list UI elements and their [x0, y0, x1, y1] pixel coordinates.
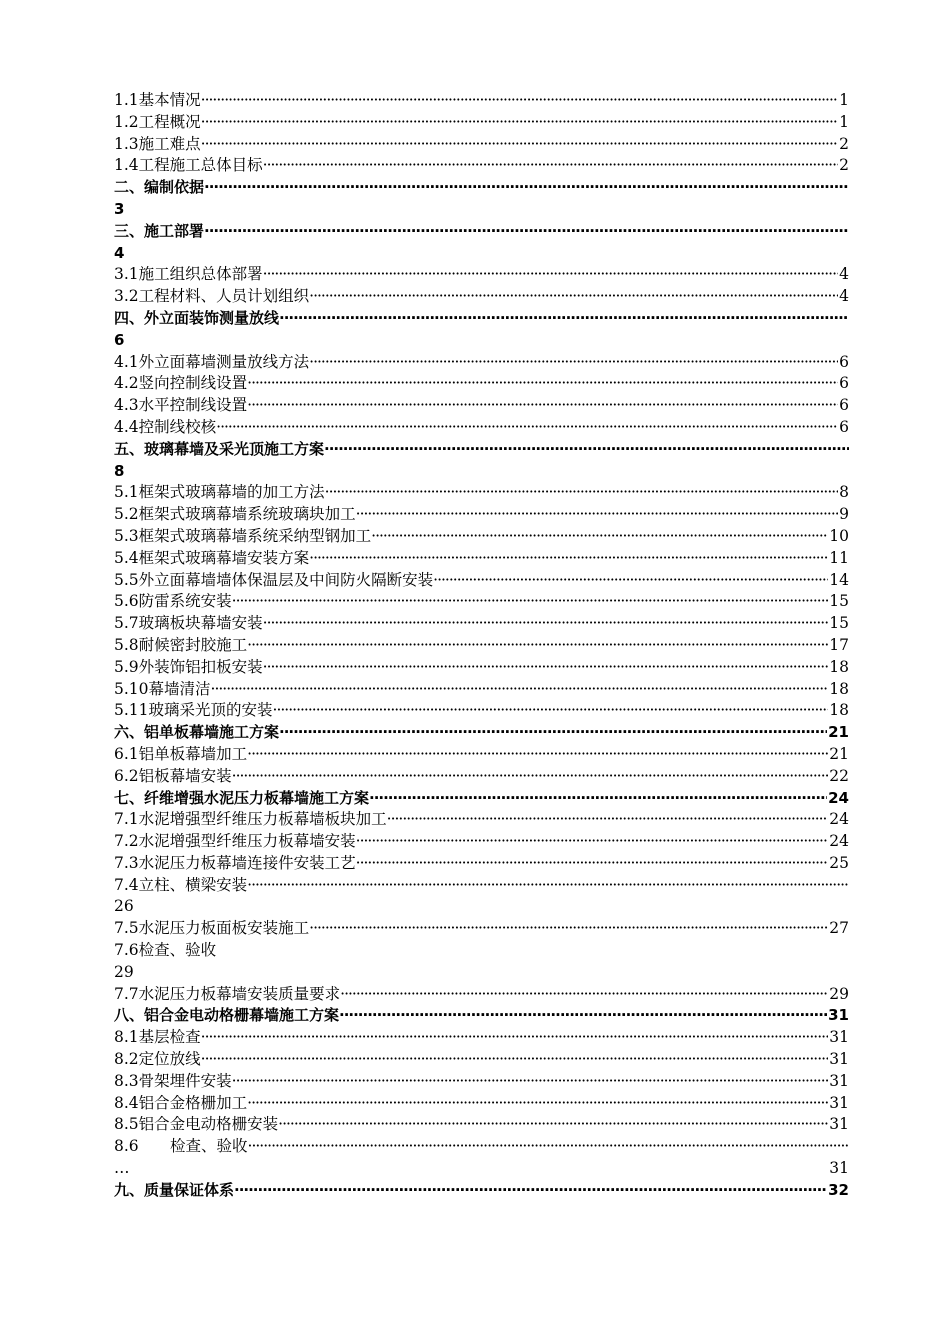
toc-entry-label: 1.4工程施工总体目标: [114, 156, 263, 175]
toc-entry-label: 1.3施工难点: [114, 134, 201, 153]
toc-entry[interactable]: [114, 570, 849, 592]
dot-leader: [248, 1136, 849, 1158]
toc-entry-label: 5.9外装饰铝扣板安装: [114, 657, 263, 676]
toc-chapter[interactable]: [114, 722, 849, 744]
toc-entry[interactable]: [114, 766, 849, 788]
toc-entry[interactable]: [114, 700, 849, 722]
toc-entry-label: 5.5外立面幕墙墙体保温层及中间防火隔断安装: [114, 570, 434, 589]
dot-leader: [356, 504, 838, 526]
dot-leader: [232, 591, 829, 613]
dot-leader: [234, 1180, 827, 1202]
dot-leader: [247, 875, 849, 897]
toc-entry-page: 2: [839, 134, 849, 153]
toc-entry-page: 8: [839, 483, 849, 502]
toc-entry[interactable]: [114, 417, 849, 439]
toc-chapter-label: 七、纤维增强水泥压力板幕墙施工方案: [114, 788, 370, 807]
dot-leader: [273, 700, 829, 722]
toc-entry-label: 8.3骨架埋件安装: [114, 1071, 232, 1090]
toc-chapter-page: 31: [828, 1006, 849, 1025]
toc-entry-label: 7.3水泥压力板幕墙连接件安装工艺: [114, 853, 356, 872]
toc-entry-continuation: [114, 1158, 849, 1180]
toc-entry[interactable]: [114, 1049, 849, 1071]
toc-chapter-label: 八、铝合金电动格栅幕墙施工方案: [114, 1006, 340, 1025]
toc-entry[interactable]: [114, 526, 849, 548]
toc-entry[interactable]: [114, 112, 849, 134]
toc-chapter-label: 五、玻璃幕墙及采光顶施工方案: [114, 439, 325, 458]
toc-entry-page: 24: [829, 810, 849, 829]
toc-entry[interactable]: [114, 1136, 849, 1158]
toc-entry-label: 7.7水泥压力板幕墙安装质量要求: [114, 984, 341, 1003]
toc-entry[interactable]: [114, 264, 849, 286]
toc-entry-label: 5.6防雷系统安装: [114, 592, 232, 611]
toc-chapter-page: 21: [828, 723, 849, 742]
toc-entry-page: 31: [829, 1071, 849, 1090]
dot-leader: [279, 722, 827, 744]
toc-entry-label: 5.8耐候密封胶施工: [114, 635, 248, 654]
dot-leader: [201, 134, 838, 156]
dot-leader: [247, 395, 838, 417]
toc-entry-page: 21: [829, 744, 849, 763]
dot-leader: [216, 417, 838, 439]
toc-entry[interactable]: [114, 155, 849, 177]
dot-leader: [204, 221, 849, 243]
toc-entry-label: 4.4控制线校核: [114, 417, 217, 436]
toc-chapter[interactable]: [114, 177, 849, 199]
dot-leader: [263, 657, 829, 679]
toc-entry-page: 22: [829, 766, 849, 785]
toc-entry-page: 6: [839, 374, 849, 393]
toc-entry-page: 9: [839, 505, 849, 524]
toc-entry-label: 4.3水平控制线设置: [114, 396, 248, 415]
toc-entry[interactable]: [114, 613, 849, 635]
toc-entry-page: 17: [829, 635, 849, 654]
dot-leader: [356, 853, 829, 875]
toc-chapter[interactable]: [114, 308, 849, 330]
dot-leader: [204, 177, 849, 199]
toc-entry-page: 15: [829, 592, 849, 611]
toc-chapter-page: 6: [114, 330, 125, 349]
toc-entry-label: [114, 1136, 248, 1158]
dot-leader: [387, 809, 829, 831]
toc-entry-label: 7.5水泥压力板面板安装施工: [114, 919, 310, 938]
dot-leader: [232, 1071, 829, 1093]
toc-entry[interactable]: [114, 940, 849, 962]
dot-leader: [211, 679, 829, 701]
toc-entry-page: 6: [839, 417, 849, 436]
dot-leader: [201, 112, 838, 134]
dot-leader: [232, 766, 829, 788]
toc-chapter-label: 九、质量保证体系: [114, 1180, 235, 1199]
toc-entry-page: 25: [829, 853, 849, 872]
dot-leader: [247, 373, 838, 395]
toc-entry-label: 8.5铝合金电动格栅安装: [114, 1115, 279, 1134]
toc-entry[interactable]: [114, 1071, 849, 1093]
toc-entry[interactable]: [114, 1027, 849, 1049]
toc-entry[interactable]: [114, 809, 849, 831]
toc-entry-page: 24: [829, 832, 849, 851]
toc-chapter-label: 三、施工部署: [114, 221, 205, 240]
toc-entry-label: 3.1施工组织总体部署: [114, 265, 263, 284]
toc-entry-label: 7.6检查、验收: [114, 941, 217, 960]
toc-entry[interactable]: [114, 373, 849, 395]
toc-entry-label: 5.3框架式玻璃幕墙系统采纳型钢加工: [114, 526, 372, 545]
toc-entry-page: 31: [829, 1159, 849, 1178]
toc-chapter-page: 8: [114, 461, 125, 480]
toc-entry-page: 29: [114, 962, 134, 981]
dot-leader: [263, 264, 838, 286]
toc-chapter-page: 3: [114, 199, 125, 218]
dot-leader: [263, 155, 838, 177]
dot-leader: [340, 984, 828, 1006]
dot-leader: [247, 635, 828, 657]
toc-entry-label: 4.1外立面幕墙测量放线方法: [114, 352, 310, 371]
toc-entry-label: 5.4框架式玻璃幕墙安装方案: [114, 548, 310, 567]
dot-leader: [263, 613, 829, 635]
toc-entry-page: 10: [829, 526, 849, 545]
toc-entry-label: 5.7玻璃板块幕墙安装: [114, 614, 263, 633]
toc-entry-page: 18: [829, 657, 849, 676]
dot-leader: [309, 352, 838, 374]
toc-chapter[interactable]: [114, 439, 849, 461]
toc-entry-label: 7.2水泥增强型纤维压力板幕墙安装: [114, 832, 356, 851]
toc-entry[interactable]: [114, 984, 849, 1006]
toc-entry-page: 26: [114, 897, 134, 916]
toc-entry-page: 11: [829, 548, 849, 567]
toc-entry[interactable]: [114, 134, 849, 156]
toc-entry-page: 1: [839, 91, 849, 109]
toc-entry[interactable]: [114, 657, 849, 679]
toc-entry-page: 31: [829, 1050, 849, 1069]
toc-entry-page: 18: [829, 679, 849, 698]
toc-entry-text: 检查、验收: [170, 1137, 248, 1156]
toc-entry-label: 8.1基层检查: [114, 1028, 201, 1047]
toc-entry-page: 6: [839, 396, 849, 415]
dot-leader: [309, 548, 828, 570]
dot-leader: [371, 526, 828, 548]
dot-leader: [433, 570, 828, 592]
toc-entry-page: 29: [829, 984, 849, 1003]
toc-entry-page: 1: [839, 112, 849, 131]
dot-leader: [201, 1049, 829, 1071]
toc-entry[interactable]: [114, 591, 849, 613]
dot-leader: [324, 439, 849, 461]
toc-chapter[interactable]: [114, 1180, 849, 1202]
toc-entry-label: 7.4立柱、横梁安装: [114, 875, 248, 894]
toc-entry-page: 4: [839, 265, 849, 284]
toc-entry[interactable]: [114, 853, 849, 875]
dot-leader: [279, 308, 849, 330]
dot-leader: [247, 1093, 828, 1115]
dot-leader: [247, 744, 828, 766]
toc-entry-number: 8.6: [114, 1137, 139, 1156]
dot-leader: [278, 1114, 828, 1136]
toc-chapter[interactable]: [114, 221, 849, 243]
toc-entry-label: 5.1框架式玻璃幕墙的加工方法: [114, 483, 325, 502]
toc-entry-page: 18: [829, 701, 849, 720]
toc-entry-page: 2: [839, 156, 849, 175]
dot-leader: [201, 90, 838, 112]
toc-entry[interactable]: [114, 679, 849, 701]
toc-entry-page: 27: [829, 919, 849, 938]
toc-entry-page: 15: [829, 614, 849, 633]
toc-entry-page: 4: [839, 287, 849, 306]
toc-entry[interactable]: [114, 875, 849, 897]
dot-leader: [369, 788, 827, 810]
toc-entry-label: 5.2框架式玻璃幕墙系统玻璃块加工: [114, 505, 356, 524]
toc-entry-label: 8.4铝合金格栅加工: [114, 1093, 248, 1112]
toc-entry-ellipsis: …: [114, 1159, 130, 1178]
dot-leader: [309, 286, 838, 308]
toc-entry[interactable]: [114, 918, 849, 940]
toc-entry-label: 5.11玻璃采光顶的安装: [114, 701, 273, 720]
toc-entry-label: 1.1基本情况: [114, 91, 201, 109]
toc-chapter-page: 4: [114, 243, 125, 262]
toc-chapter[interactable]: [114, 788, 849, 810]
toc-entry-page: 31: [829, 1093, 849, 1112]
toc-chapter-label: 六、铝单板幕墙施工方案: [114, 723, 280, 742]
toc-entry[interactable]: [114, 504, 849, 526]
dot-leader: [356, 831, 829, 853]
toc-entry[interactable]: [114, 1114, 849, 1136]
toc-chapter-label: 二、编制依据: [114, 178, 205, 197]
toc-entry-label: 5.10幕墙清洁: [114, 679, 211, 698]
dot-leader: [339, 1005, 827, 1027]
dot-leader: [201, 1027, 829, 1049]
toc-entry-page: 31: [829, 1115, 849, 1134]
toc-chapter-page: 32: [828, 1180, 849, 1199]
toc-chapter-page: 24: [828, 788, 849, 807]
toc-entry[interactable]: [114, 548, 849, 570]
toc-entry-page: 6: [839, 352, 849, 371]
dot-leader: [325, 482, 838, 504]
toc-chapter[interactable]: [114, 1005, 849, 1027]
toc-entry[interactable]: [114, 635, 849, 657]
toc-entry[interactable]: [114, 395, 849, 417]
toc-entry-label: 6.2铝板幕墙安装: [114, 766, 232, 785]
toc-entry-page: 14: [829, 570, 849, 589]
toc-entry-label: 4.2竖向控制线设置: [114, 374, 248, 393]
toc-entry[interactable]: [114, 286, 849, 308]
toc-chapter-label: 四、外立面装饰测量放线: [114, 308, 280, 327]
toc-entry[interactable]: [114, 744, 849, 766]
toc-entry-label: 1.2工程概况: [114, 112, 201, 131]
toc-entry-page: 31: [829, 1028, 849, 1047]
toc-entry[interactable]: [114, 352, 849, 374]
toc-entry[interactable]: [114, 482, 849, 504]
dot-leader: [309, 918, 828, 940]
toc-entry[interactable]: [114, 1093, 849, 1115]
toc-entry-label: 7.1水泥增强型纤维压力板幕墙板块加工: [114, 810, 387, 829]
table-of-contents: [114, 90, 849, 1202]
toc-entry-label: 8.2定位放线: [114, 1050, 201, 1069]
toc-entry[interactable]: [114, 831, 849, 853]
toc-entry[interactable]: [114, 90, 849, 112]
toc-entry-label: 6.1铝单板幕墙加工: [114, 744, 248, 763]
toc-entry-label: 3.2工程材料、人员计划组织: [114, 287, 310, 306]
